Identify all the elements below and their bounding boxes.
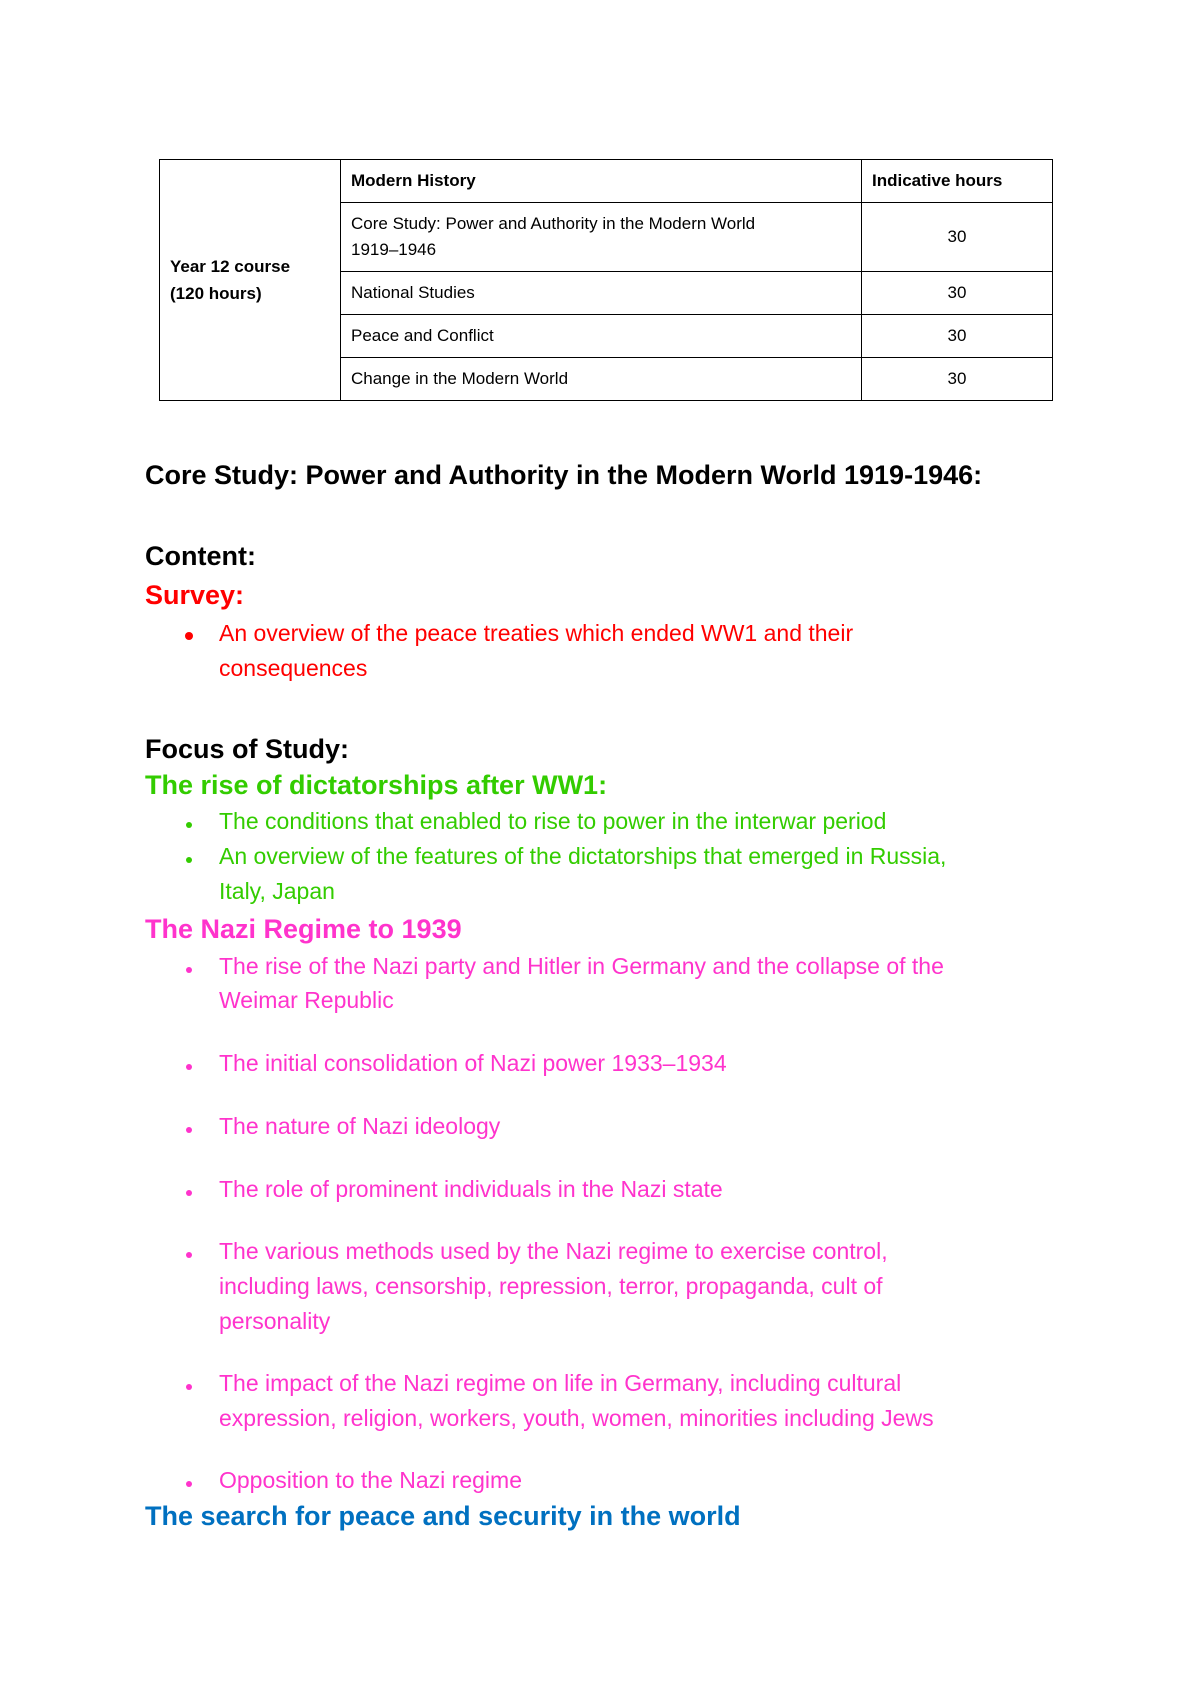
bullet-icon <box>186 967 192 973</box>
year-hours-label: (120 hours) <box>170 284 262 303</box>
bullet-icon <box>186 1384 192 1390</box>
dictatorships-heading: The rise of dictatorships after WW1: <box>145 770 608 800</box>
year-cell <box>160 160 341 401</box>
bullet-icon <box>186 1252 192 1258</box>
bullet-icon <box>186 1064 192 1070</box>
unit-name: Core Study: Power and Authority in the Modern World <box>351 214 756 233</box>
list-item: Opposition to the Nazi regime <box>219 1467 522 1493</box>
header-hours: Indicative hours <box>862 160 1053 203</box>
unit-cell <box>341 203 862 272</box>
hours-cell: 30 <box>862 315 1053 358</box>
list-item: An overview of the peace treaties which ended WW1 and their <box>219 620 854 646</box>
focus-label: Focus of Study: <box>145 734 349 764</box>
bullet-icon <box>186 1190 192 1196</box>
list-item-cont: Italy, Japan <box>219 878 335 904</box>
bullet-icon <box>186 822 192 828</box>
course-table <box>159 159 1053 401</box>
list-item-cont: including laws, censorship, repression, terror, propaganda, cult of <box>219 1273 883 1299</box>
survey-heading: Survey: <box>145 580 245 610</box>
list-item: The nature of Nazi ideology <box>219 1113 501 1139</box>
list-item: The initial consolidation of Nazi power 1933–1934 <box>219 1050 727 1076</box>
list-item: An overview of the features of the dictatorships that emerged in Russia, <box>219 843 947 869</box>
list-item-cont: personality <box>219 1308 331 1334</box>
hours-cell: 30 <box>862 272 1053 315</box>
header-subject: Modern History <box>341 160 862 203</box>
unit-cell: National Studies <box>341 272 862 315</box>
bullet-icon <box>186 1127 192 1133</box>
list-item-cont: consequences <box>219 655 368 681</box>
unit-cell: Change in the Modern World <box>341 358 862 401</box>
hours-cell: 30 <box>862 358 1053 401</box>
bullet-icon <box>186 1481 192 1487</box>
search-heading: The search for peace and security in the world <box>145 1501 741 1531</box>
year-label: Year 12 course <box>170 257 291 276</box>
list-item: The rise of the Nazi party and Hitler in Germany and the collapse of the <box>219 953 944 979</box>
core-heading: Core Study: Power and Authority in the Modern World 1919-1946: <box>145 460 983 490</box>
unit-name-cont: 1919–1946 <box>351 240 437 259</box>
hours-cell: 30 <box>862 203 1053 272</box>
list-item: The impact of the Nazi regime on life in Germany, including cultural <box>219 1370 902 1396</box>
list-item: The role of prominent individuals in the Nazi state <box>219 1176 723 1202</box>
content-label: Content: <box>145 541 256 571</box>
nazi-heading: The Nazi Regime to 1939 <box>145 914 462 944</box>
list-item-cont: Weimar Republic <box>219 987 394 1013</box>
list-item: The conditions that enabled to rise to power in the interwar period <box>219 808 887 834</box>
bullet-icon <box>185 632 193 640</box>
list-item-cont: expression, religion, workers, youth, women, minorities including Jews <box>219 1405 934 1431</box>
unit-cell: Peace and Conflict <box>341 315 862 358</box>
list-item: The various methods used by the Nazi regime to exercise control, <box>219 1238 888 1264</box>
bullet-icon <box>186 857 192 863</box>
